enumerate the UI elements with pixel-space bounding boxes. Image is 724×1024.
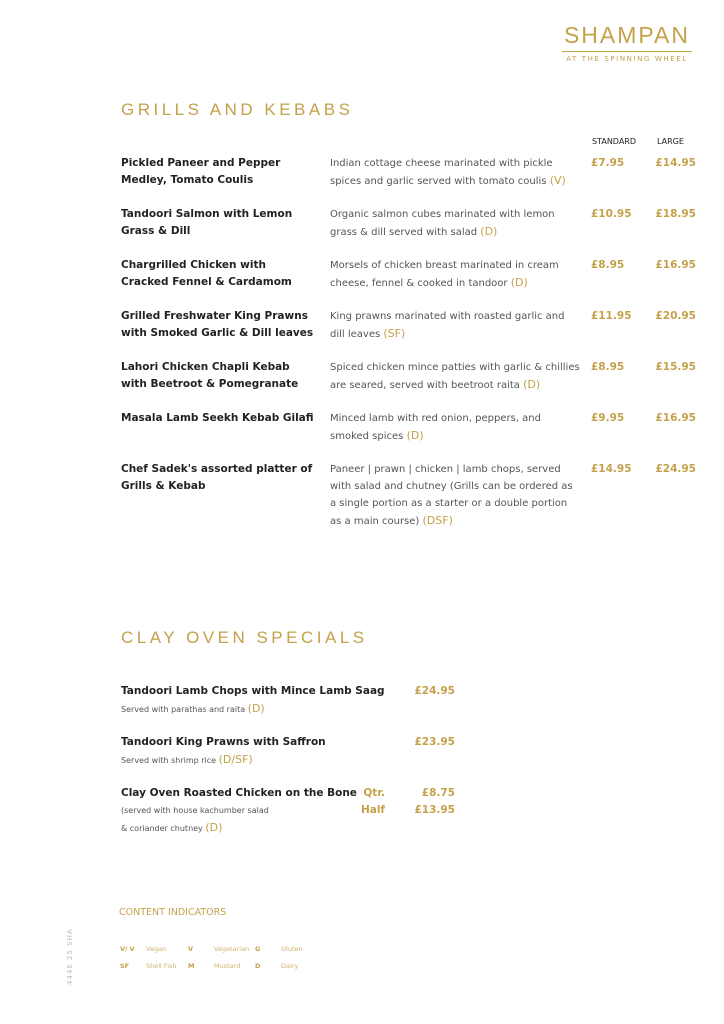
indicator [120,962,129,970]
indicator-code: V/ V [120,945,135,953]
item-tag: (SF) [383,327,406,340]
item-tag: (D) [205,821,223,834]
item-desc: & coriander chutney [121,824,203,833]
item-desc: Served with shrimp rice [121,756,217,765]
indicator [255,945,260,953]
indicator-label: Vegetarian [214,945,250,953]
item-desc: Morsels of chicken breast marinated in cream cheese, fennel & cooked in tandoor [330,260,559,289]
menu-item [121,785,461,837]
indicator-label: Mustard [214,962,241,970]
item-name: Tandoori King Prawns with Saffron [121,736,326,748]
item-desc: Paneer | prawn | chicken | lamb chops, served with salad and chutney (Grills can be ordered as a single portion as a starter or a double portion as a main course) [330,464,573,527]
menu-item [121,683,461,718]
indicator [120,945,135,953]
indicator-code: D [255,962,261,970]
logo-tagline: AT THE SPINNING WHEEL [566,55,688,63]
section-title-clay: CLAY OVEN SPECIALS [121,628,368,647]
item-desc: Organic salmon cubes marinated with lemon grass & dill served with salad [330,209,555,238]
indicator [255,962,260,970]
price-large: £14.95 [655,157,696,169]
reference-code: 4446 25 SHA [66,928,74,985]
indicator [188,945,193,953]
indicator-label: Shell Fish [146,962,177,970]
item-name: Chargrilled Chicken with Cracked Fennel & Cardamom [121,259,292,288]
item-name: Tandoori Lamb Chops with Mince Lamb Saag [121,685,385,697]
qtr-label: Qtr. [363,787,385,799]
item-desc: Indian cottage cheese marinated with pickle spices and garlic served with tomato coulis [330,158,553,187]
price-standard: £9.95 [591,412,625,424]
indicator-label: Gluten [281,945,303,953]
item-desc: (served with house kachumber salad [121,806,269,815]
item-desc: Spiced chicken mince patties with garlic & chillies are seared, served with beetroot raita [330,362,580,391]
price-standard: £11.95 [591,310,632,322]
price-large: £18.95 [655,208,696,220]
item-tag: (D) [480,225,498,238]
indicator-code: SF [120,962,130,970]
item-name: Grilled Freshwater King Prawns with Smoked Garlic & Dill leaves [121,310,314,339]
item-price: £23.95 [414,736,455,748]
half-price: £13.95 [414,804,455,816]
item-tag: (V) [549,174,566,187]
item-tag: (D/SF) [218,753,253,766]
column-large: LARGE [657,137,684,146]
qtr-price: £8.75 [421,787,455,799]
half-label: Half [360,804,385,816]
item-name: Lahori Chicken Chapli Kebab with Beetroot & Pomegranate [121,361,299,390]
price-standard: £8.95 [591,361,625,373]
price-large: £15.95 [655,361,696,373]
item-name: Chef Sadek's assorted platter of Grills & Kebab [121,463,313,492]
indicator-code: M [188,962,195,970]
price-large: £16.95 [655,412,696,424]
price-large: £16.95 [655,259,696,271]
item-name: Pickled Paneer and Pepper Medley, Tomato Coulis [121,157,281,186]
price-standard: £14.95 [591,463,632,475]
price-standard: £10.95 [591,208,632,220]
item-desc: Minced lamb with red onion, peppers, and smoked spices [330,413,541,442]
logo-name: SHAMPAN [563,22,691,48]
price-large: £24.95 [655,463,696,475]
menu-item [121,734,461,769]
price-standard: £7.95 [591,157,625,169]
item-name: Tandoori Salmon with Lemon Grass & Dill [121,208,293,237]
logo [562,22,692,63]
item-tag: (D) [406,429,424,442]
section-title-grills: GRILLS AND KEBABS [121,100,354,119]
item-desc: King prawns marinated with roasted garlic and dill leaves [330,311,565,340]
content-indicators-title: CONTENT INDICATORS [119,907,227,918]
item-name: Masala Lamb Seekh Kebab Gilafi [121,412,314,424]
item-tag: (DSF) [422,514,453,527]
item-tag: (D) [247,702,265,715]
logo-divider [562,51,692,52]
price-large: £20.95 [655,310,696,322]
item-name: Clay Oven Roasted Chicken on the Bone [121,787,357,799]
item-desc: Served with parathas and raita [121,705,246,714]
column-standard: STANDARD [592,137,637,146]
item-price: £24.95 [414,685,455,697]
item-tag: (D) [510,276,528,289]
indicator [188,962,194,970]
item-tag: (D) [523,378,541,391]
indicator-code: V [188,945,194,953]
indicator-code: G [255,945,261,953]
price-standard: £8.95 [591,259,625,271]
indicator-label: Vegan [146,945,167,953]
indicator-label: Dairy [281,962,299,970]
